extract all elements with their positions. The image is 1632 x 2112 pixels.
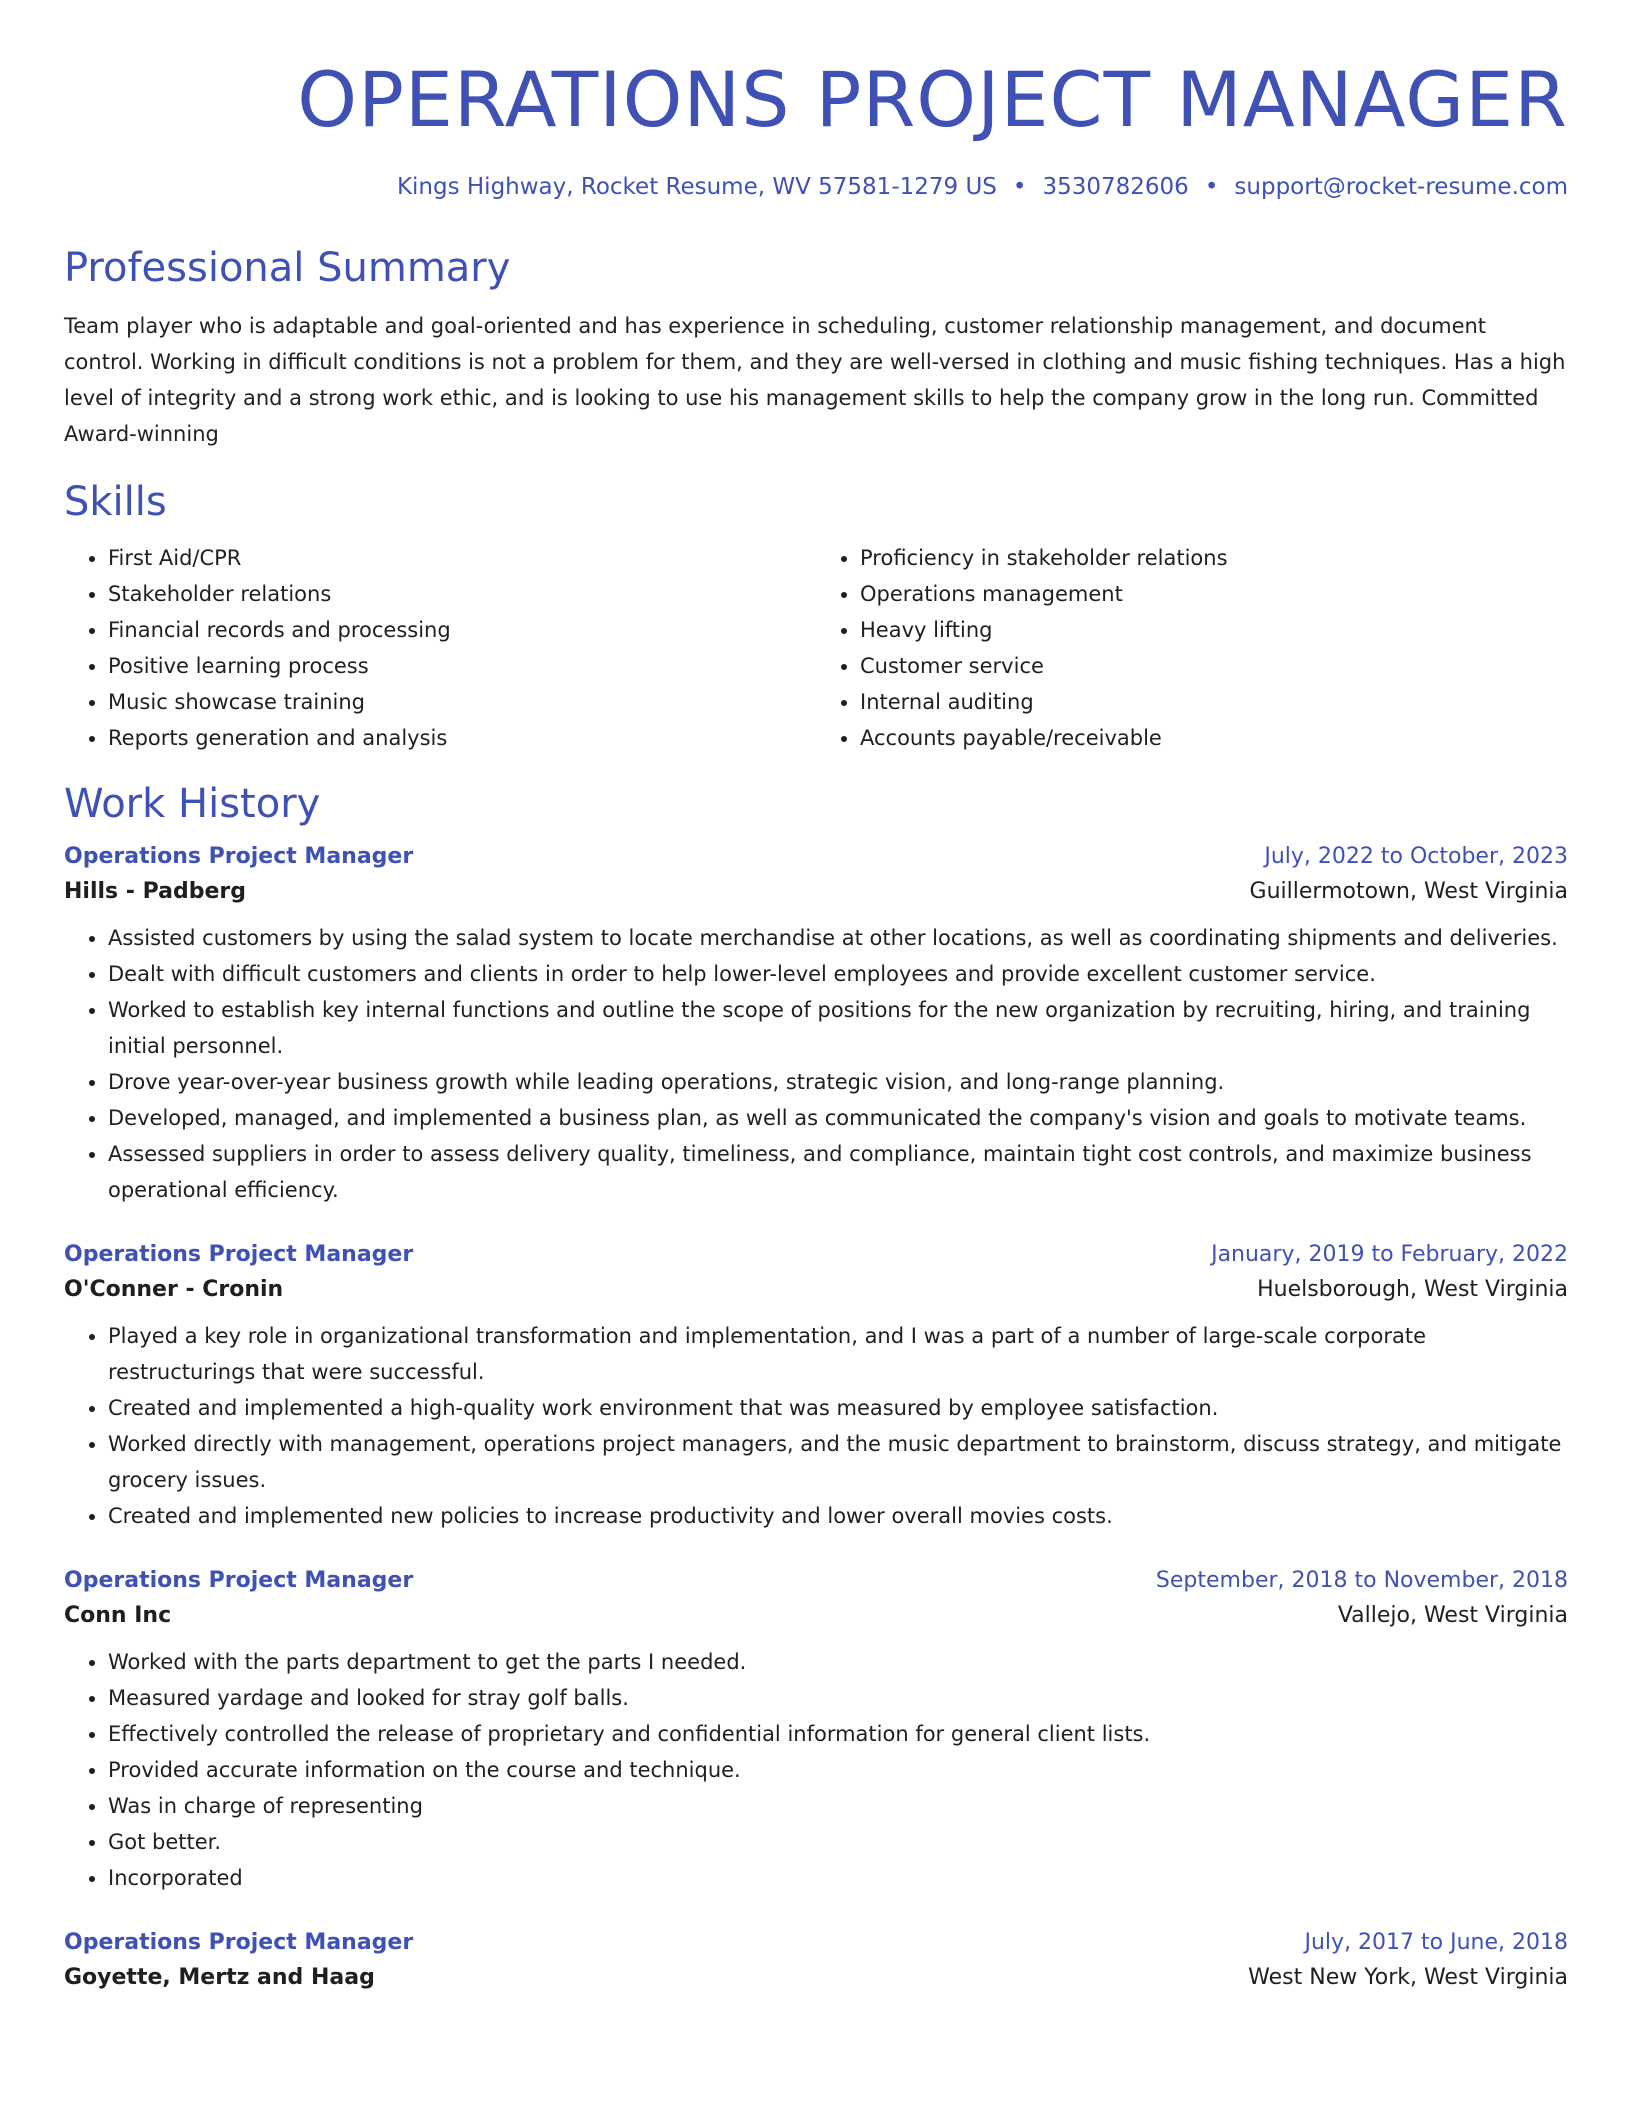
address: Kings Highway, Rocket Resume, WV 57581-1279 US — [396, 174, 997, 200]
separator-dot: • — [1012, 174, 1027, 200]
job-location: West New York, West Virginia — [1248, 1965, 1568, 1990]
job-dates: January, 2019 to February, 2022 — [1211, 1242, 1568, 1267]
job-bullet: • Created and implemented new policies to increase productivity and lower overall movies costs. — [108, 1498, 1568, 1534]
section-title-skills: Skills — [64, 479, 167, 525]
skills-column-right — [816, 540, 1568, 756]
job-location: Vallejo, West Virginia — [1337, 1603, 1568, 1628]
job-entry — [64, 1930, 1568, 1990]
skills-list — [64, 540, 1568, 756]
job-dates: July, 2022 to October, 2023 — [1264, 844, 1568, 869]
skill-item: • Heavy lifting — [860, 612, 1568, 648]
job-bullets — [64, 1318, 1568, 1534]
summary-text: Team player who is adaptable and goal-oriented and has experience in scheduling, customer relationship management, and document control. Working in difficult conditions is not a problem for them, and they are well-versed in clothing and music fishing techniques. Has a high level of integrity and a strong work ethic, and is looking to use his management skills to help the company grow in the long run. Committed Award-winning — [64, 314, 1566, 446]
job-bullet: • Worked with the parts department to get the parts I needed. — [108, 1644, 1568, 1680]
job-bullet: • Created and implemented a high-quality work environment that was measured by employee satisfaction. — [108, 1390, 1568, 1426]
job-bullet: • Drove year-over-year business growth while leading operations, strategic vision, and long-range planning. — [108, 1064, 1568, 1100]
skill-item: • Financial records and processing — [108, 612, 816, 648]
job-bullet: • Worked directly with management, operations project managers, and the music department to brainstorm, discuss strategy, and mitigate grocery issues. — [108, 1426, 1568, 1498]
job-entry — [64, 844, 1568, 1208]
section-title-summary: Professional Summary — [64, 245, 511, 291]
job-bullet: • Played a key role in organizational transformation and implementation, and I was a part of a number of large-scale corporate restructurings that were successful. — [108, 1318, 1568, 1390]
job-bullets — [64, 920, 1568, 1208]
job-bullet: • Measured yardage and looked for stray golf balls. — [108, 1680, 1568, 1716]
job-bullet: • Got better. — [108, 1824, 1568, 1860]
job-bullet: • Incorporated — [108, 1860, 1568, 1896]
job-bullet: • Worked to establish key internal functions and outline the scope of positions for the new organization by recruiting, hiring, and training initial personnel. — [108, 992, 1568, 1064]
employer: Conn Inc — [64, 1603, 172, 1628]
job-bullet: • Dealt with difficult customers and clients in order to help lower-level employees and provide excellent customer service. — [108, 956, 1568, 992]
job-title: Operations Project Manager — [64, 1242, 414, 1267]
job-title: Operations Project Manager — [64, 844, 414, 869]
skill-item: • Internal auditing — [860, 684, 1568, 720]
job-title: Operations Project Manager — [64, 1568, 414, 1593]
skill-item: • Positive learning process — [108, 648, 816, 684]
section-title-work-history: Work History — [64, 781, 321, 827]
job-bullet: • Provided accurate information on the course and technique. — [108, 1752, 1568, 1788]
employer: Goyette, Mertz and Haag — [64, 1965, 375, 1990]
job-bullet: • Was in charge of representing — [108, 1788, 1568, 1824]
skill-item: • First Aid/CPR — [108, 540, 816, 576]
employer: O'Conner - Cronin — [64, 1277, 284, 1302]
resume-name: OPERATIONS PROJECT MANAGER — [297, 55, 1568, 144]
job-bullet: • Assessed suppliers in order to assess delivery quality, timeliness, and compliance, maintain tight cost controls, and maximize business operational efficiency. — [108, 1136, 1568, 1208]
skill-item: • Music showcase training — [108, 684, 816, 720]
separator-dot: • — [1204, 174, 1219, 200]
skill-item: • Reports generation and analysis — [108, 720, 816, 756]
job-bullet: • Effectively controlled the release of proprietary and confidential information for general client lists. — [108, 1716, 1568, 1752]
skill-item: • Proficiency in stakeholder relations — [860, 540, 1568, 576]
skill-item: • Operations management — [860, 576, 1568, 612]
job-entry — [64, 1568, 1568, 1896]
employer: Hills - Padberg — [64, 879, 246, 904]
contact-line — [64, 174, 1568, 200]
job-entry — [64, 1242, 1568, 1534]
job-title: Operations Project Manager — [64, 1930, 414, 1955]
job-location: Guillermotown, West Virginia — [1249, 879, 1568, 904]
job-dates: July, 2017 to June, 2018 — [1304, 1930, 1568, 1955]
phone: 3530782606 — [1042, 174, 1189, 200]
job-bullet: • Developed, managed, and implemented a business plan, as well as communicated the company's vision and goals to motivate teams. — [108, 1100, 1568, 1136]
skills-column-left — [64, 540, 816, 756]
job-location: Huelsborough, West Virginia — [1257, 1277, 1568, 1302]
job-bullet: • Assisted customers by using the salad system to locate merchandise at other locations, as well as coordinating shipments and deliveries. — [108, 920, 1568, 956]
job-bullets — [64, 1644, 1568, 1896]
skill-item: • Stakeholder relations — [108, 576, 816, 612]
email: support@rocket-resume.com — [1234, 174, 1568, 200]
job-dates: September, 2018 to November, 2018 — [1155, 1568, 1568, 1593]
skill-item: • Accounts payable/receivable — [860, 720, 1568, 756]
skill-item: • Customer service — [860, 648, 1568, 684]
